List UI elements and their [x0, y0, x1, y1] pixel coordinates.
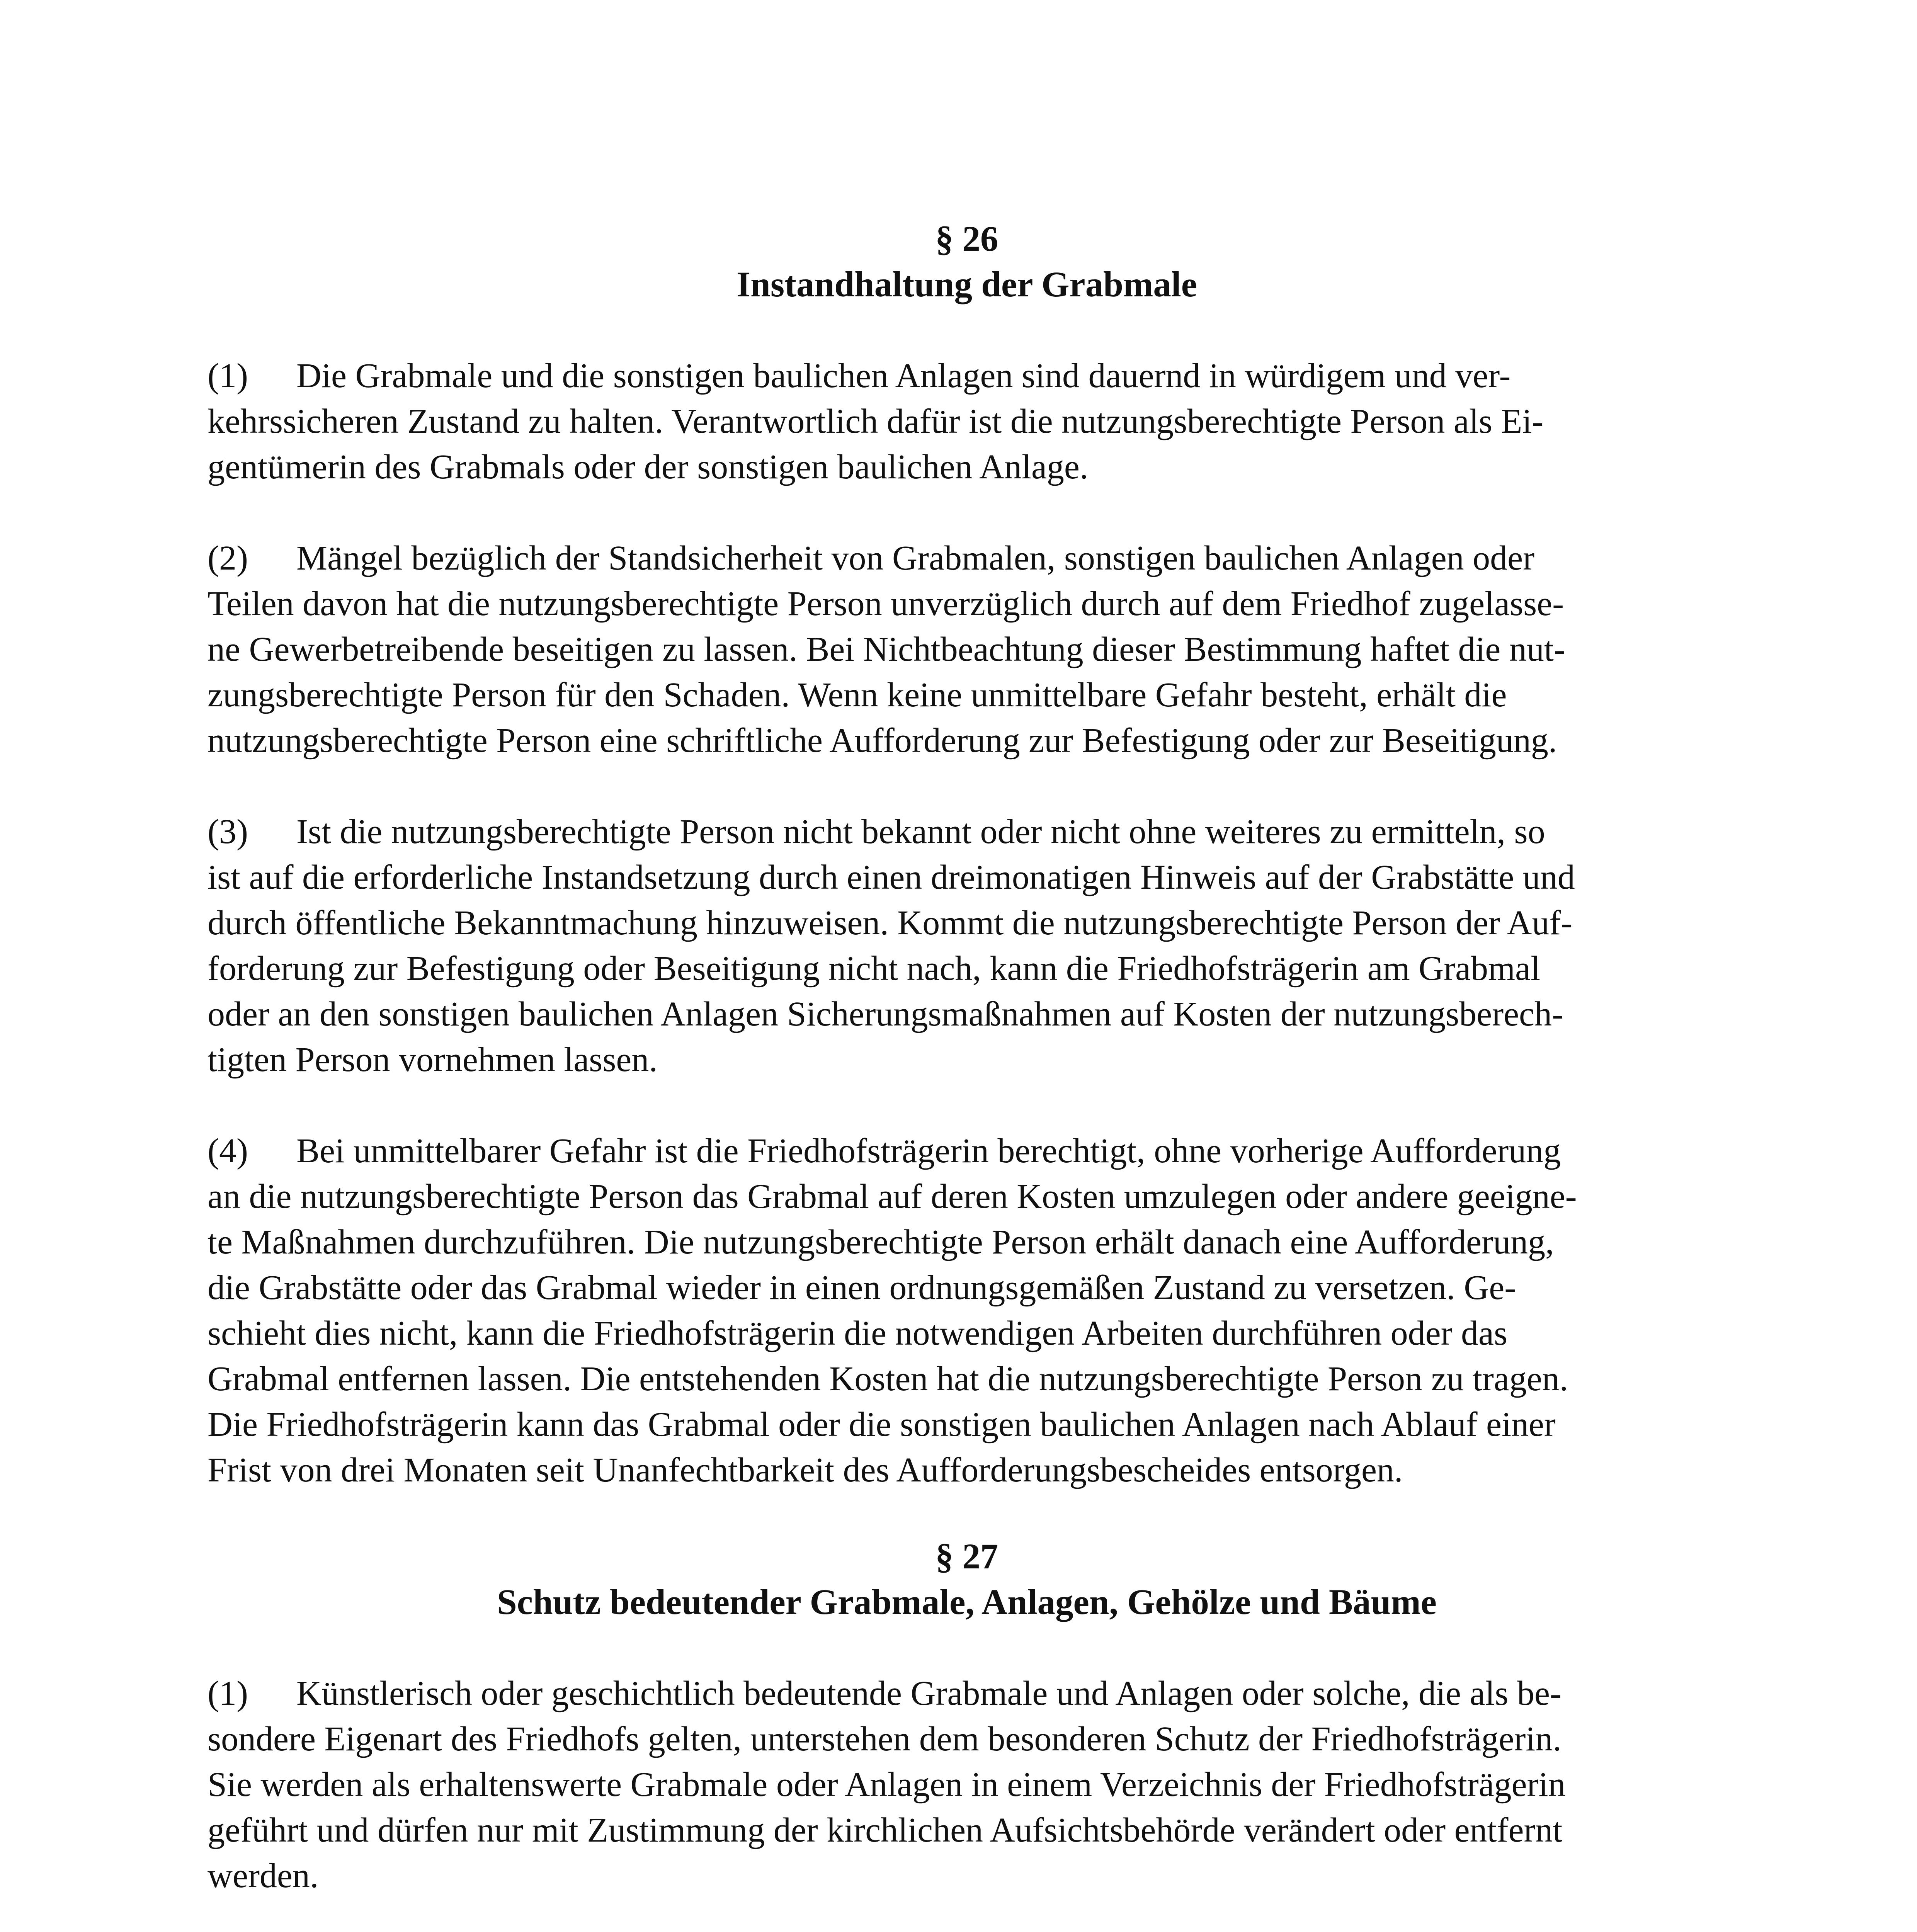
paragraph-26-1: [208, 353, 1726, 490]
paragraph-line: kehrssicheren Zustand zu halten. Verantwortlich dafür ist die nutzungsberechtigte Person als Ei-: [208, 402, 1544, 440]
paragraph-line: nutzungsberechtigte Person eine schriftliche Aufforderung zur Befestigung oder zur Beseitigung.: [208, 721, 1557, 760]
paragraph-number: (1): [208, 357, 248, 395]
paragraph-26-4: [208, 1128, 1726, 1493]
paragraph-line: ne Gewerbetreibende beseitigen zu lassen. Bei Nichtbeachtung dieser Bestimmung haftet die nut-: [208, 630, 1565, 668]
paragraph-line: Die Friedhofsträgerin kann das Grabmal oder die sonstigen baulichen Anlagen nach Ablauf einer: [208, 1405, 1556, 1444]
paragraph-26-3: [208, 809, 1726, 1083]
paragraph-line: durch öffentliche Bekanntmachung hinzuweisen. Kommt die nutzungsberechtigte Person der Auf-: [208, 904, 1573, 942]
paragraph-line: forderung zur Befestigung oder Beseitigung nicht nach, kann die Friedhofsträgerin am Grabmal: [208, 949, 1540, 988]
paragraph-line: geführt und dürfen nur mit Zustimmung der kirchlichen Aufsichtsbehörde verändert oder entfernt: [208, 1811, 1563, 1849]
paragraph-27-1: [208, 1671, 1726, 1899]
paragraph-line: oder an den sonstigen baulichen Anlagen Sicherungsmaßnahmen auf Kosten der nutzungsberech-: [208, 995, 1563, 1033]
paragraph-number: (3): [208, 813, 248, 851]
paragraph-line: Die Grabmale und die sonstigen baulichen Anlagen sind dauernd in würdigem und ver-: [296, 357, 1511, 395]
section-27: [208, 1534, 1726, 1932]
paragraph-number: (2): [208, 539, 248, 577]
paragraph-line: Mängel bezüglich der Standsicherheit von Grabmalen, sonstigen baulichen Anlagen oder: [296, 539, 1535, 577]
paragraph-number: (4): [208, 1132, 248, 1170]
paragraph-line: Ist die nutzungsberechtigte Person nicht bekannt oder nicht ohne weiteres zu ermitteln, so: [296, 813, 1545, 851]
paragraph-line: te Maßnahmen durchzuführen. Die nutzungsberechtigte Person erhält danach eine Aufforderung,: [208, 1223, 1554, 1261]
paragraph-line: Grabmal entfernen lassen. Die entstehenden Kosten hat die nutzungsberechtigte Person zu tragen.: [208, 1360, 1568, 1398]
paragraph-line: schieht dies nicht, kann die Friedhofsträgerin die notwendigen Arbeiten durchführen oder das: [208, 1314, 1508, 1352]
section-number: § 27: [935, 1537, 998, 1577]
paragraph-line: die Grabstätte oder das Grabmal wieder in einen ordnungsgemäßen Zustand zu versetzen. Ge-: [208, 1269, 1516, 1307]
paragraph-line: an die nutzungsberechtigte Person das Grabmal auf deren Kosten umzulegen oder andere geeigne-: [208, 1177, 1577, 1216]
paragraph-line: Frist von drei Monaten seit Unanfechtbarkeit des Aufforderungsbescheides entsorgen.: [208, 1451, 1403, 1489]
paragraph-line: Sie werden als erhaltenswerte Grabmale oder Anlagen in einem Verzeichnis der Friedhofsträgerin: [208, 1765, 1566, 1804]
section-number: § 26: [935, 219, 998, 259]
paragraph-line: werden.: [208, 1857, 319, 1895]
section-26: [208, 216, 1726, 1493]
paragraph-line: Künstlerisch oder geschichtlich bedeutende Grabmale und Anlagen oder solche, die als be-: [296, 1674, 1561, 1713]
paragraph-line: zungsberechtigte Person für den Schaden. Wenn keine unmittelbare Gefahr besteht, erhält die: [208, 676, 1507, 714]
paragraph-line: Bei unmittelbarer Gefahr ist die Friedhofsträgerin berechtigt, ohne vorherige Aufforderung: [296, 1132, 1561, 1170]
paragraph-number: (1): [208, 1674, 248, 1713]
paragraph-line: tigten Person vornehmen lassen.: [208, 1041, 658, 1079]
paragraph-26-2: [208, 536, 1726, 764]
paragraph-line: ist auf die erforderliche Instandsetzung durch einen dreimonatigen Hinweis auf der Grabstätte und: [208, 858, 1575, 896]
paragraph-line: sondere Eigenart des Friedhofs gelten, unterstehen dem besonderen Schutz der Friedhofsträgerin.: [208, 1720, 1561, 1758]
paragraph-line: Teilen davon hat die nutzungsberechtigte Person unverzüglich durch auf dem Friedhof zugelasse-: [208, 585, 1564, 623]
section-title: Instandhaltung der Grabmale: [736, 265, 1197, 304]
section-title: Schutz bedeutender Grabmale, Anlagen, Gehölze und Bäume: [497, 1582, 1437, 1622]
paragraph-line: gentümerin des Grabmals oder der sonstigen baulichen Anlage.: [208, 448, 1089, 486]
